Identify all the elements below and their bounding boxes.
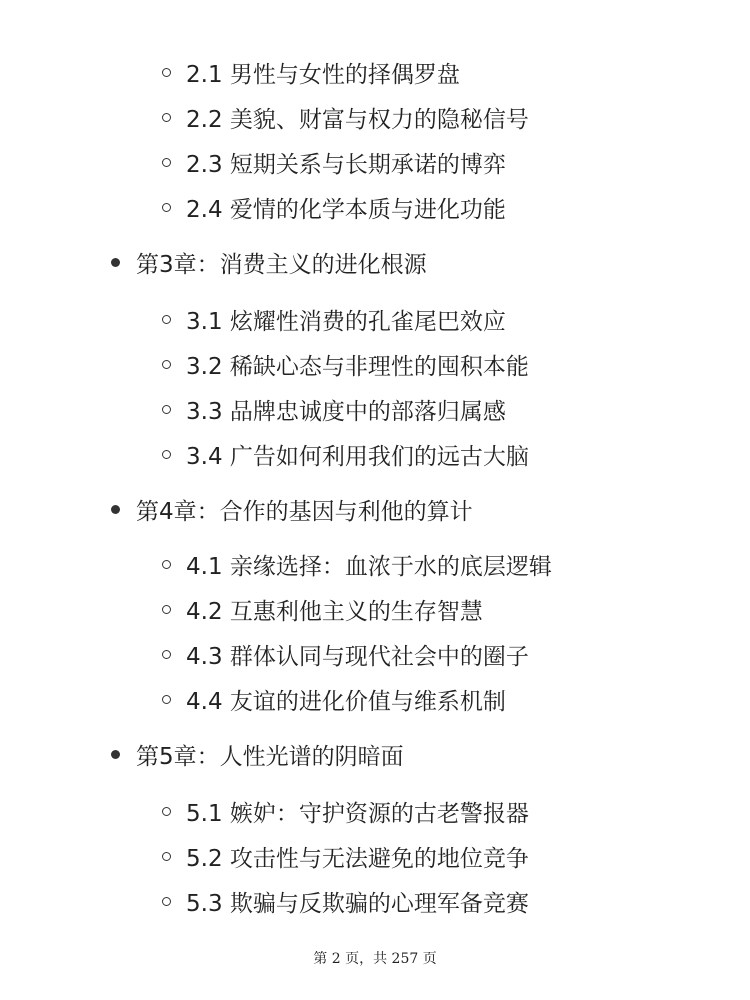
toc-item-label: 2.3 短期关系与长期承诺的博弈 — [186, 151, 506, 178]
toc-item-label: 4.1 亲缘选择：血浓于水的底层逻辑 — [186, 553, 552, 580]
page-footer: 第 2 页，共 257 页 — [313, 951, 437, 967]
toc-section-item — [162, 302, 506, 336]
bullet-circle-icon — [162, 113, 171, 122]
toc-item-label: 5.2 攻击性与无法避免的地位竞争 — [186, 845, 529, 872]
toc-section-item — [162, 794, 529, 828]
bullet-circle-icon — [162, 807, 171, 816]
bullet-circle-icon — [162, 560, 171, 569]
toc-item-label: 3.3 品牌忠诚度中的部落归属感 — [186, 398, 506, 425]
bullet-circle-icon — [162, 158, 171, 167]
toc-chapter-item — [111, 245, 427, 279]
toc-section-item — [162, 145, 506, 179]
bullet-disc-icon — [111, 505, 120, 514]
bullet-circle-icon — [162, 605, 171, 614]
toc-item-label: 2.2 美貌、财富与权力的隐秘信号 — [186, 106, 529, 133]
toc-item-label: 3.2 稀缺心态与非理性的囤积本能 — [186, 353, 529, 380]
toc-chapter-item — [111, 737, 404, 771]
toc-item-label: 5.1 嫉妒：守护资源的古老警报器 — [186, 800, 529, 827]
toc-item-label: 第4章：合作的基因与利他的算计 — [136, 498, 473, 525]
toc-section-item — [162, 547, 552, 581]
toc-item-label: 第3章：消费主义的进化根源 — [136, 251, 427, 278]
bullet-circle-icon — [162, 405, 171, 414]
bullet-circle-icon — [162, 650, 171, 659]
bullet-circle-icon — [162, 695, 171, 704]
bullet-circle-icon — [162, 852, 171, 861]
bullet-circle-icon — [162, 360, 171, 369]
bullet-circle-icon — [162, 203, 171, 212]
bullet-circle-icon — [162, 897, 171, 906]
toc-item-label: 第5章：人性光谱的阴暗面 — [136, 743, 404, 770]
bullet-circle-icon — [162, 315, 171, 324]
toc-section-item — [162, 592, 483, 626]
toc-item-label: 4.3 群体认同与现代社会中的圈子 — [186, 643, 529, 670]
bullet-circle-icon — [162, 68, 171, 77]
toc-item-label: 3.1 炫耀性消费的孔雀尾巴效应 — [186, 308, 506, 335]
toc-section-item — [162, 347, 529, 381]
toc-chapter-item — [111, 492, 473, 526]
bullet-disc-icon — [111, 750, 120, 759]
toc-item-label: 4.2 互惠利他主义的生存智慧 — [186, 598, 483, 625]
toc-section-item — [162, 437, 529, 471]
toc-section-item — [162, 682, 506, 716]
toc-section-item — [162, 839, 529, 873]
toc-item-label: 5.3 欺骗与反欺骗的心理军备竞赛 — [186, 890, 529, 917]
toc-section-item — [162, 55, 460, 89]
toc-item-label: 3.4 广告如何利用我们的远古大脑 — [186, 443, 529, 470]
bullet-circle-icon — [162, 450, 171, 459]
toc-section-item — [162, 190, 506, 224]
toc-section-item — [162, 100, 529, 134]
toc-section-item — [162, 392, 506, 426]
toc-item-label: 2.1 男性与女性的择偶罗盘 — [186, 61, 460, 88]
toc-section-item — [162, 637, 529, 671]
toc-item-label: 2.4 爱情的化学本质与进化功能 — [186, 196, 506, 223]
bullet-disc-icon — [111, 258, 120, 267]
toc-section-item — [162, 884, 529, 918]
toc-item-label: 4.4 友谊的进化价值与维系机制 — [186, 688, 506, 715]
